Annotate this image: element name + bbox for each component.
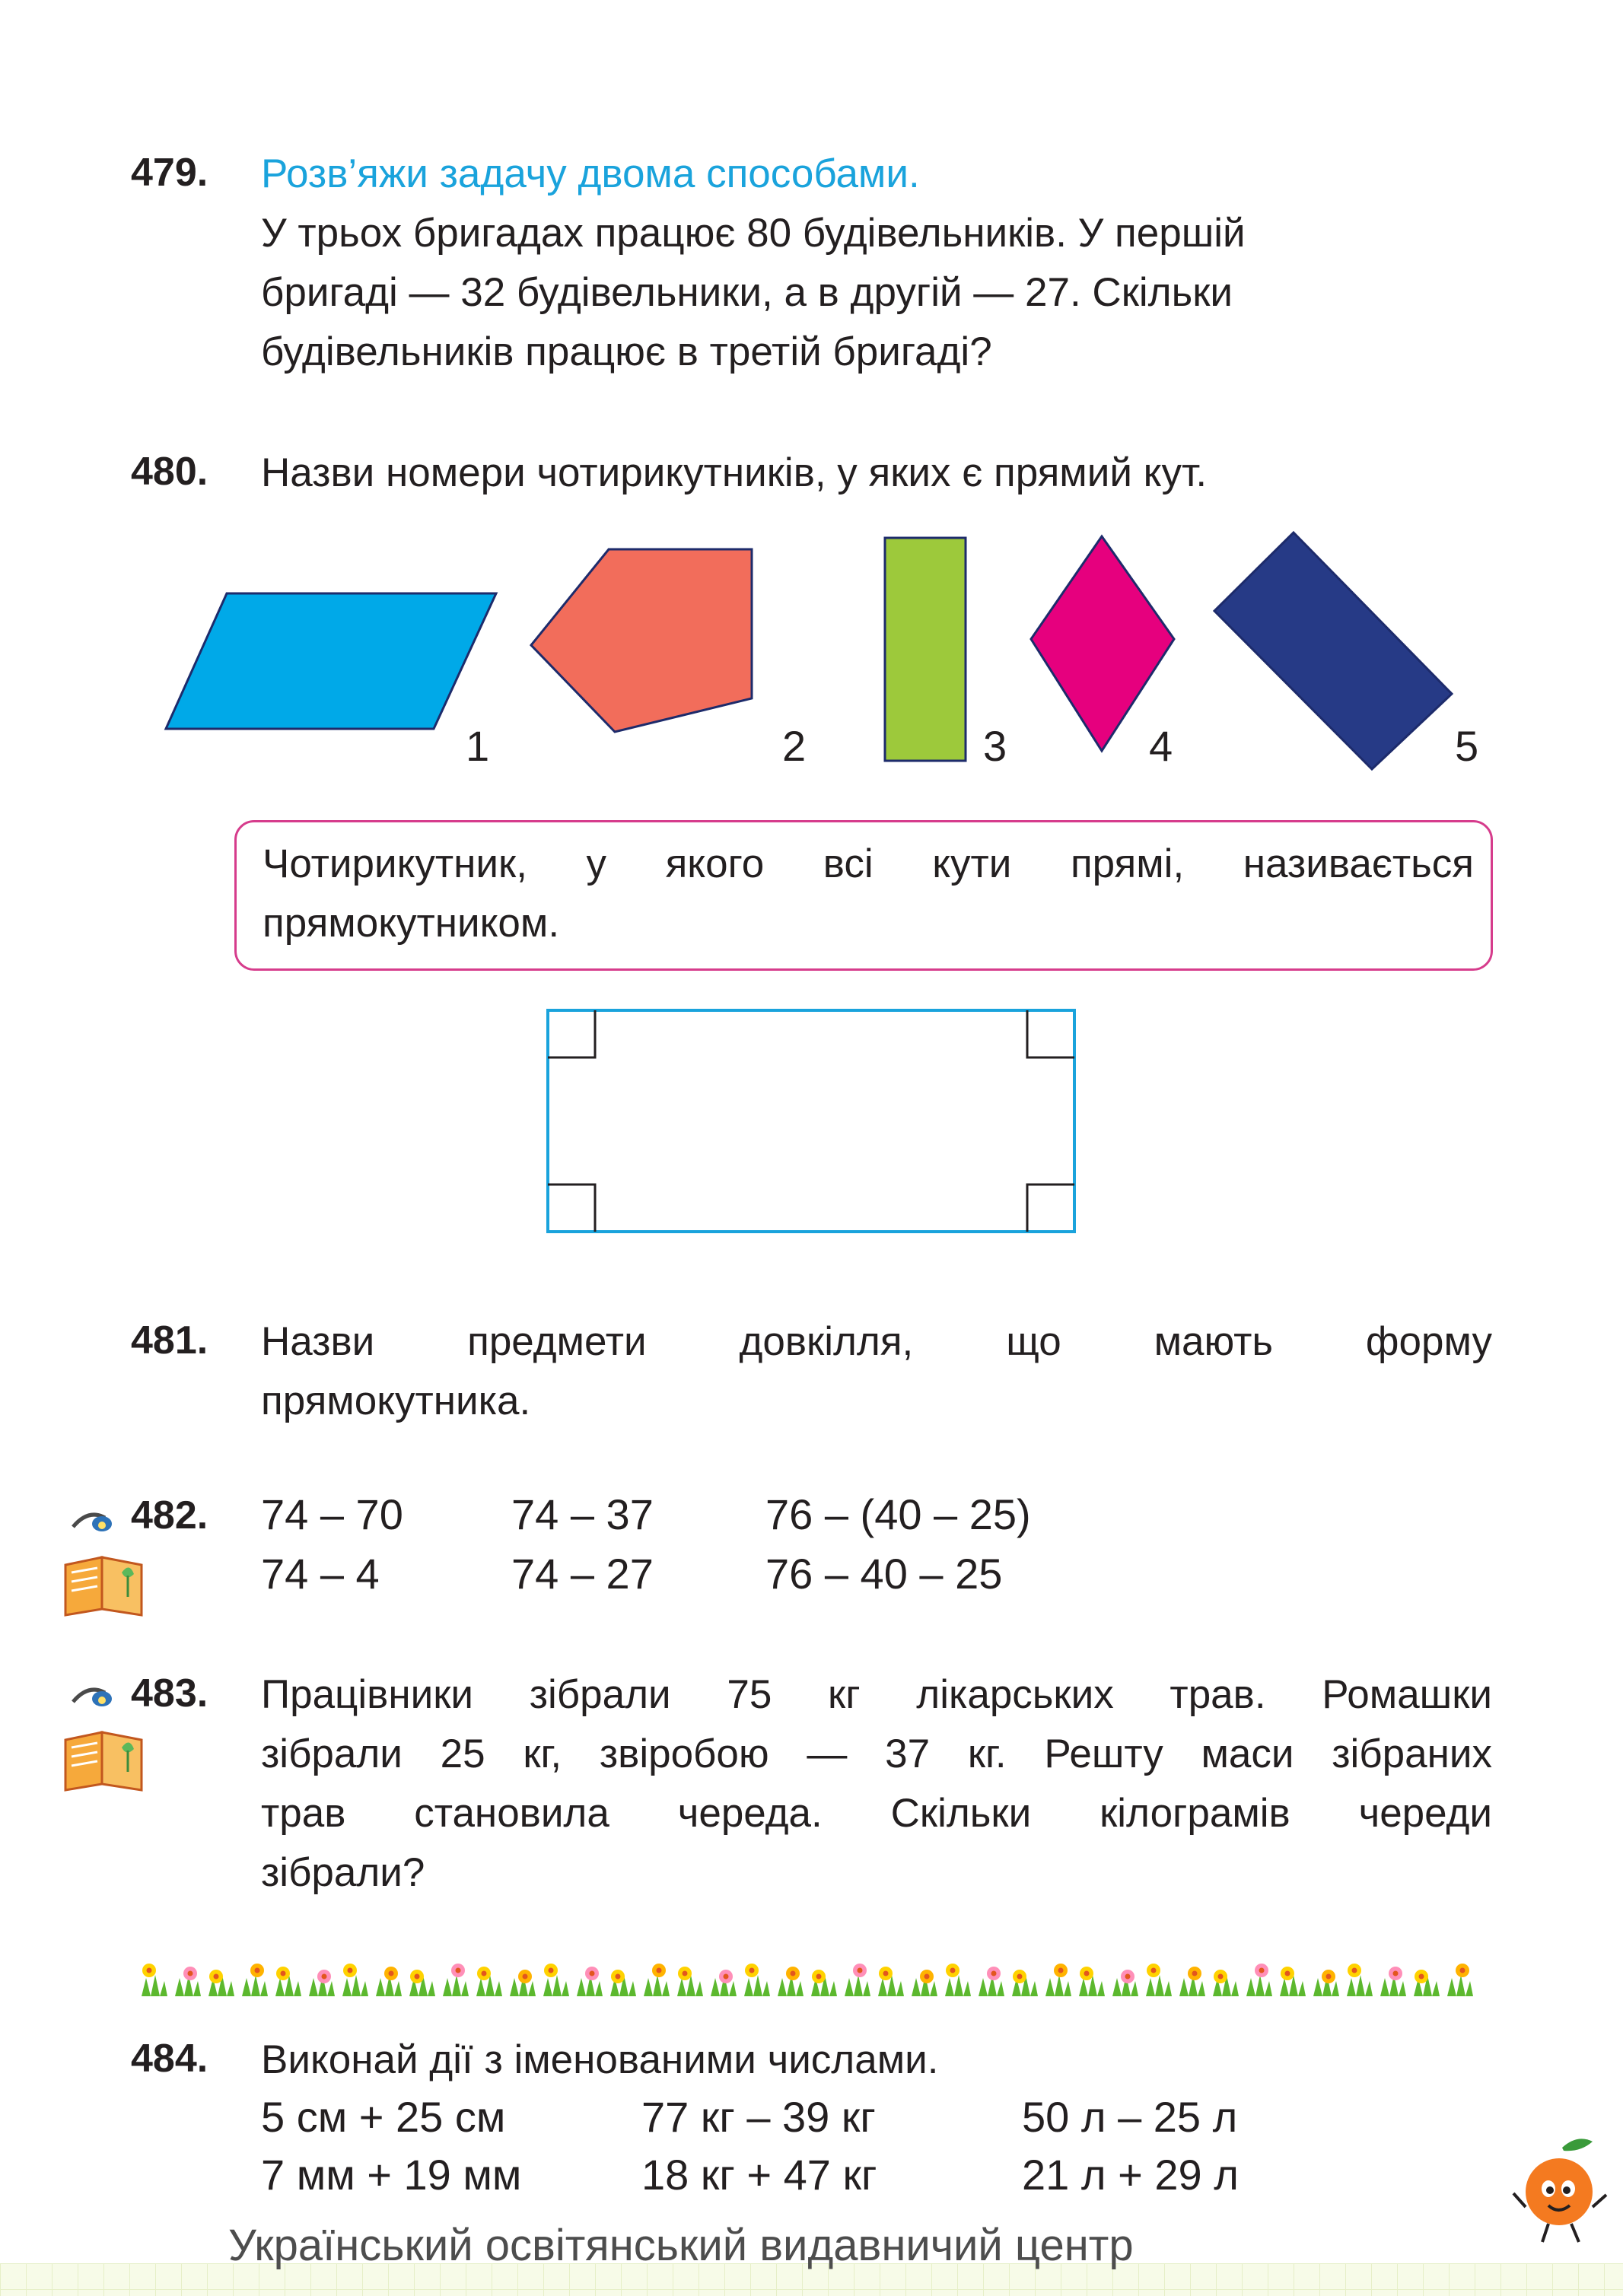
task-482-r2c1: 74 – 4 <box>261 1550 380 1598</box>
task-483-line-2: зібрали 25 кг, звіробою — 37 кг. Решту маси зібраних <box>261 1732 1492 1776</box>
shape-1-parallelogram <box>166 593 496 729</box>
task-482-r1c1: 74 – 70 <box>261 1490 403 1538</box>
task-484-r2c1: 7 мм + 19 мм <box>261 2151 522 2199</box>
flower-border-decoration <box>137 1948 1507 2001</box>
task-481-line-2: прямокутника. <box>261 1379 531 1423</box>
task-480-text: Назви номери чотирикутників, у яких є прямий кут. <box>261 450 1208 495</box>
shape-label-2: 2 <box>782 722 807 770</box>
task-484-number: 484. <box>131 2037 208 2081</box>
task-479-instruction: Розв’яжи задачу двома способами. <box>261 151 920 196</box>
task-483-line-3: трав становила череда. Скільки кілограмів череди <box>261 1791 1492 1836</box>
definition-box <box>234 820 1493 971</box>
task-479-line-3: будівельників працює в третій бригаді? <box>261 329 992 374</box>
task-482-r1c3: 76 – (40 – 25) <box>765 1490 1031 1538</box>
task-482-r2c2: 74 – 27 <box>511 1550 654 1598</box>
task-484-r1c2: 77 кг – 39 кг <box>641 2093 876 2141</box>
shape-4-rhombus <box>1031 536 1174 751</box>
quadrilaterals-figure <box>0 517 1623 784</box>
task-482-number: 482. <box>131 1493 208 1538</box>
shape-label-1: 1 <box>466 722 490 770</box>
definition-line-1: Чотирикутник, у якого всі кути прямі, називається <box>263 841 1474 886</box>
task-483-line-4: зібрали? <box>261 1850 425 1895</box>
task-479-number: 479. <box>131 151 208 195</box>
task-483-line-1: Працівники зібрали 75 кг лікарських трав. Ромашки <box>261 1672 1492 1717</box>
shape-3-rectangle <box>885 538 966 761</box>
task-484-instruction: Виконай дії з іменованими числами. <box>261 2037 939 2082</box>
task-483-number: 483. <box>131 1671 208 1716</box>
shape-label-5: 5 <box>1455 722 1479 770</box>
orange-mascot-icon <box>1503 2134 1617 2248</box>
task-484-r1c1: 5 см + 25 см <box>261 2093 506 2141</box>
task-479-line-2: бригаді — 32 будівельники, а в другій — 27. Скільки <box>261 270 1233 315</box>
task-480-number: 480. <box>131 450 208 494</box>
rectangle-with-right-angles <box>542 1004 1082 1240</box>
task-481-number: 481. <box>131 1318 208 1363</box>
task-481-line-1: Назви предмети довкілля, що мають форму <box>261 1319 1492 1364</box>
shape-2-pentagon <box>531 549 752 732</box>
task-479-line-1: У трьох бригадах працює 80 будівельників. У першій <box>261 211 1246 256</box>
shape-label-3: 3 <box>983 722 1007 770</box>
task-484-r2c2: 18 кг + 47 кг <box>641 2151 877 2199</box>
definition-line-2: прямокутником. <box>263 901 560 946</box>
task-482-r2c3: 76 – 40 – 25 <box>765 1550 1003 1598</box>
task-484-r1c3: 50 л – 25 л <box>1022 2093 1238 2141</box>
shape-label-4: 4 <box>1149 722 1173 770</box>
publisher-watermark: Український освітянський видавничий центр <box>228 2221 1134 2270</box>
task-482-r1c2: 74 – 37 <box>511 1490 654 1538</box>
shape-5-rectangle <box>1214 533 1452 769</box>
task-484-r2c3: 21 л + 29 л <box>1022 2151 1239 2199</box>
